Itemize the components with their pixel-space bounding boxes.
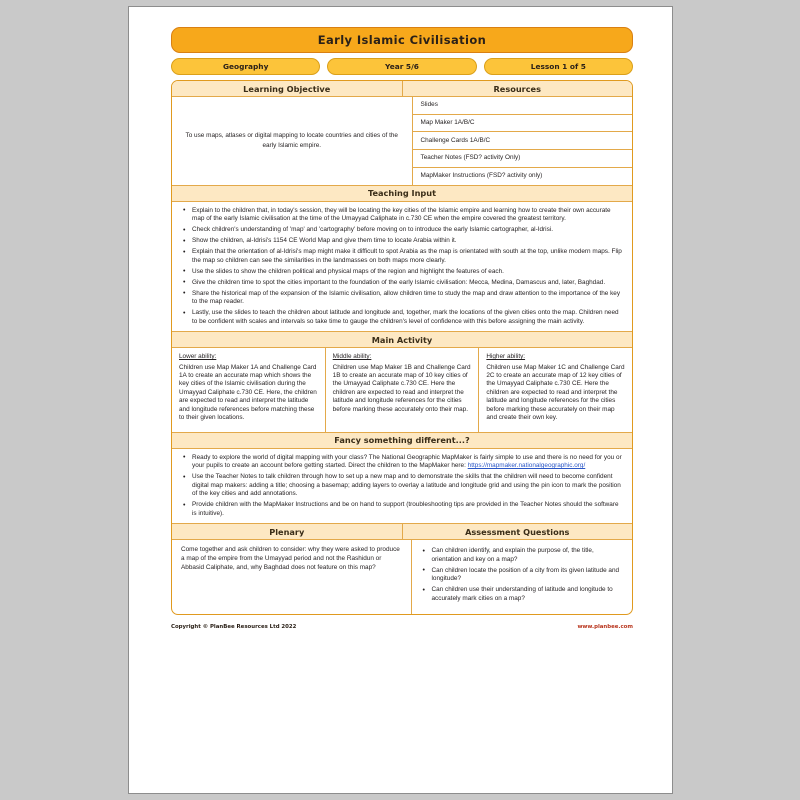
page-footer: [171, 624, 633, 630]
objective-resources-body: [172, 97, 632, 186]
fsd-bullet-text: Ready to explore the world of digital mapping with your class? The National Geographic MapMaker is fairly simple to use and there is no need for you or your pupils to create an account before getting started. Direct the children to the MapMaker here: https://mapmaker.nationalgeographic.org/: [192, 453, 622, 470]
list-item: • Provide children with the MapMaker Instructions and be on hand to support (troubleshooting tips are provided in the Teacher Notes should the software is intuitive).: [192, 501, 622, 518]
page-title: Early Islamic Civilisation: [171, 27, 633, 53]
lesson-body: [171, 80, 633, 615]
assessment-questions-heading: Assessment Questions: [403, 524, 633, 539]
main-activity-columns: [172, 348, 632, 433]
fancy-something-different-heading: Fancy something different...?: [172, 433, 632, 449]
list-item: • Share the historical map of the expansion of the Islamic civilisation, allow children time to study the map and draw attention to the importance of the key to the map reader.: [192, 290, 622, 307]
list-item: • Give the children time to spot the cities important to the foundation of the early Islamic civilisation: Mecca, Medina, Damascus and, later, Baghdad.: [192, 279, 622, 287]
list-item: • Can children locate the position of a city from its given latitude and longitude?: [432, 567, 623, 584]
document-page: [128, 6, 673, 794]
lower-ability-column: [172, 348, 326, 432]
lesson-number-pill: Lesson 1 of 5: [484, 58, 633, 75]
list-item: • Use the slides to show the children political and physical maps of the region and highlight the features of each.: [192, 268, 622, 276]
list-item: • Can children use their understanding of latitude and longitude to accurately mark cities on a map?: [432, 586, 623, 603]
subject-pill: Geography: [171, 58, 320, 75]
list-item: • Check children's understanding of 'map' and 'cartography' before moving on to introduce the early Islamic cartographer, al-Idrisi.: [192, 226, 622, 234]
main-activity-heading: Main Activity: [172, 332, 632, 348]
resources-list: [413, 97, 633, 185]
list-item: [192, 454, 622, 471]
objective-resources-headings: [172, 81, 632, 97]
assessment-questions-list: [412, 540, 633, 614]
teaching-input-heading: Teaching Input: [172, 186, 632, 202]
middle-ability-text: Children use Map Maker 1B and Challenge Card 1B to create an accurate map of 10 key cities of the Umayyad Caliphate c.730 CE. Here the children are expected to read and interpret the latitude and longitude references for the cities before marking these accurately onto their map.: [332, 363, 471, 413]
list-item: • Can children identify, and explain the purpose of, the title, orientation and key on a map?: [432, 547, 623, 564]
plenary-assessment-body: [172, 540, 632, 614]
higher-ability-text: Children use Map Maker 1C and Challenge Card 2C to create an accurate map of 12 key cities of the Umayyad Caliphate c.730 CE. Here the children are expected to read and interpret the latitude and longitude references for the cities before marking these accurately on their map and create their own key.: [486, 363, 625, 422]
lower-ability-text: Children use Map Maker 1A and Challenge Card 1A to create an accurate map which shows the key cities of the Islamic civilisation during the Umayyad Caliphate c.730 CE. Here, the children are expected to read and interpret the latitude and longitude references before matching these to their given locations.: [179, 363, 317, 422]
learning-objective-heading: Learning Objective: [172, 81, 403, 96]
lesson-plan-sheet: [171, 27, 633, 630]
list-item: • Lastly, use the slides to teach the children about latitude and longitude and, together, mark the locations of the given cities onto the map. Children need to be confident with scales and intervals so take time to gauge the children's level of confidence with this before assigning the main activity.: [192, 309, 622, 326]
list-item: Teacher Notes (FSD? activity Only): [413, 150, 633, 168]
plenary-heading: Plenary: [172, 524, 403, 539]
year-group-pill: Year 5/6: [327, 58, 476, 75]
teaching-input-list: [172, 202, 632, 333]
list-item: • Use the Teacher Notes to talk children through how to set up a new map and to demonstrate the skills that the children will need to become confident digital map makers: adding a title; choosing a basemap; adding layers to overlay a latitude and longitude grid and using the pin icon to mark the position of the key cities and add annotations.: [192, 473, 622, 498]
middle-ability-label: Middle ability:: [332, 353, 372, 361]
list-item: Challenge Cards 1A/B/C: [413, 132, 633, 150]
website-link[interactable]: www.planbee.com: [577, 624, 633, 630]
plenary-text: Come together and ask children to consider: why they were asked to produce a map of the empire from the Umayyad period and not the Rashidun or Abbasid Caliphate, and, why Baghdad does not feature on this map?: [172, 540, 412, 614]
mapmaker-link[interactable]: https://mapmaker.nationalgeographic.org/: [467, 462, 586, 470]
lower-ability-label: Lower ability:: [179, 353, 217, 361]
list-item: • Explain that the orientation of al-Idrisi's map might make it difficult to spot Arabia as the map is orientated with south at the top, unlike modern maps. Flip the map so children can see the similarities in the landmasses on both maps more clearly.: [192, 248, 622, 265]
list-item: MapMaker Instructions (FSD? activity only): [420, 172, 543, 179]
meta-row: [171, 58, 633, 75]
list-item: Map Maker 1A/B/C: [413, 115, 633, 133]
fancy-something-different-list: [172, 449, 632, 524]
list-item: • Explain to the children that, in today's session, they will be locating the key cities of the Islamic empire and learning how to create their own accurate map of the early Islamic civilisation at the time of the Umayyad Caliphate in c.730 CE when the empire covered the greatest territory.: [192, 207, 622, 224]
plenary-assessment-headings: [172, 524, 632, 540]
resources-heading: Resources: [403, 81, 633, 96]
list-item: Slides: [413, 97, 633, 115]
higher-ability-column: [479, 348, 632, 432]
assessment-list: [412, 542, 633, 608]
list-item: • Show the children, al-Idrisi's 1154 CE World Map and give them time to locate Arabia within it.: [192, 237, 622, 245]
higher-ability-label: Higher ability:: [486, 353, 526, 361]
middle-ability-column: [326, 348, 480, 432]
copyright-text: Copyright © PlanBee Resources Ltd 2022: [171, 624, 297, 630]
learning-objective-text: To use maps, atlases or digital mapping to locate countries and cities of the early Islamic empire.: [172, 97, 413, 185]
